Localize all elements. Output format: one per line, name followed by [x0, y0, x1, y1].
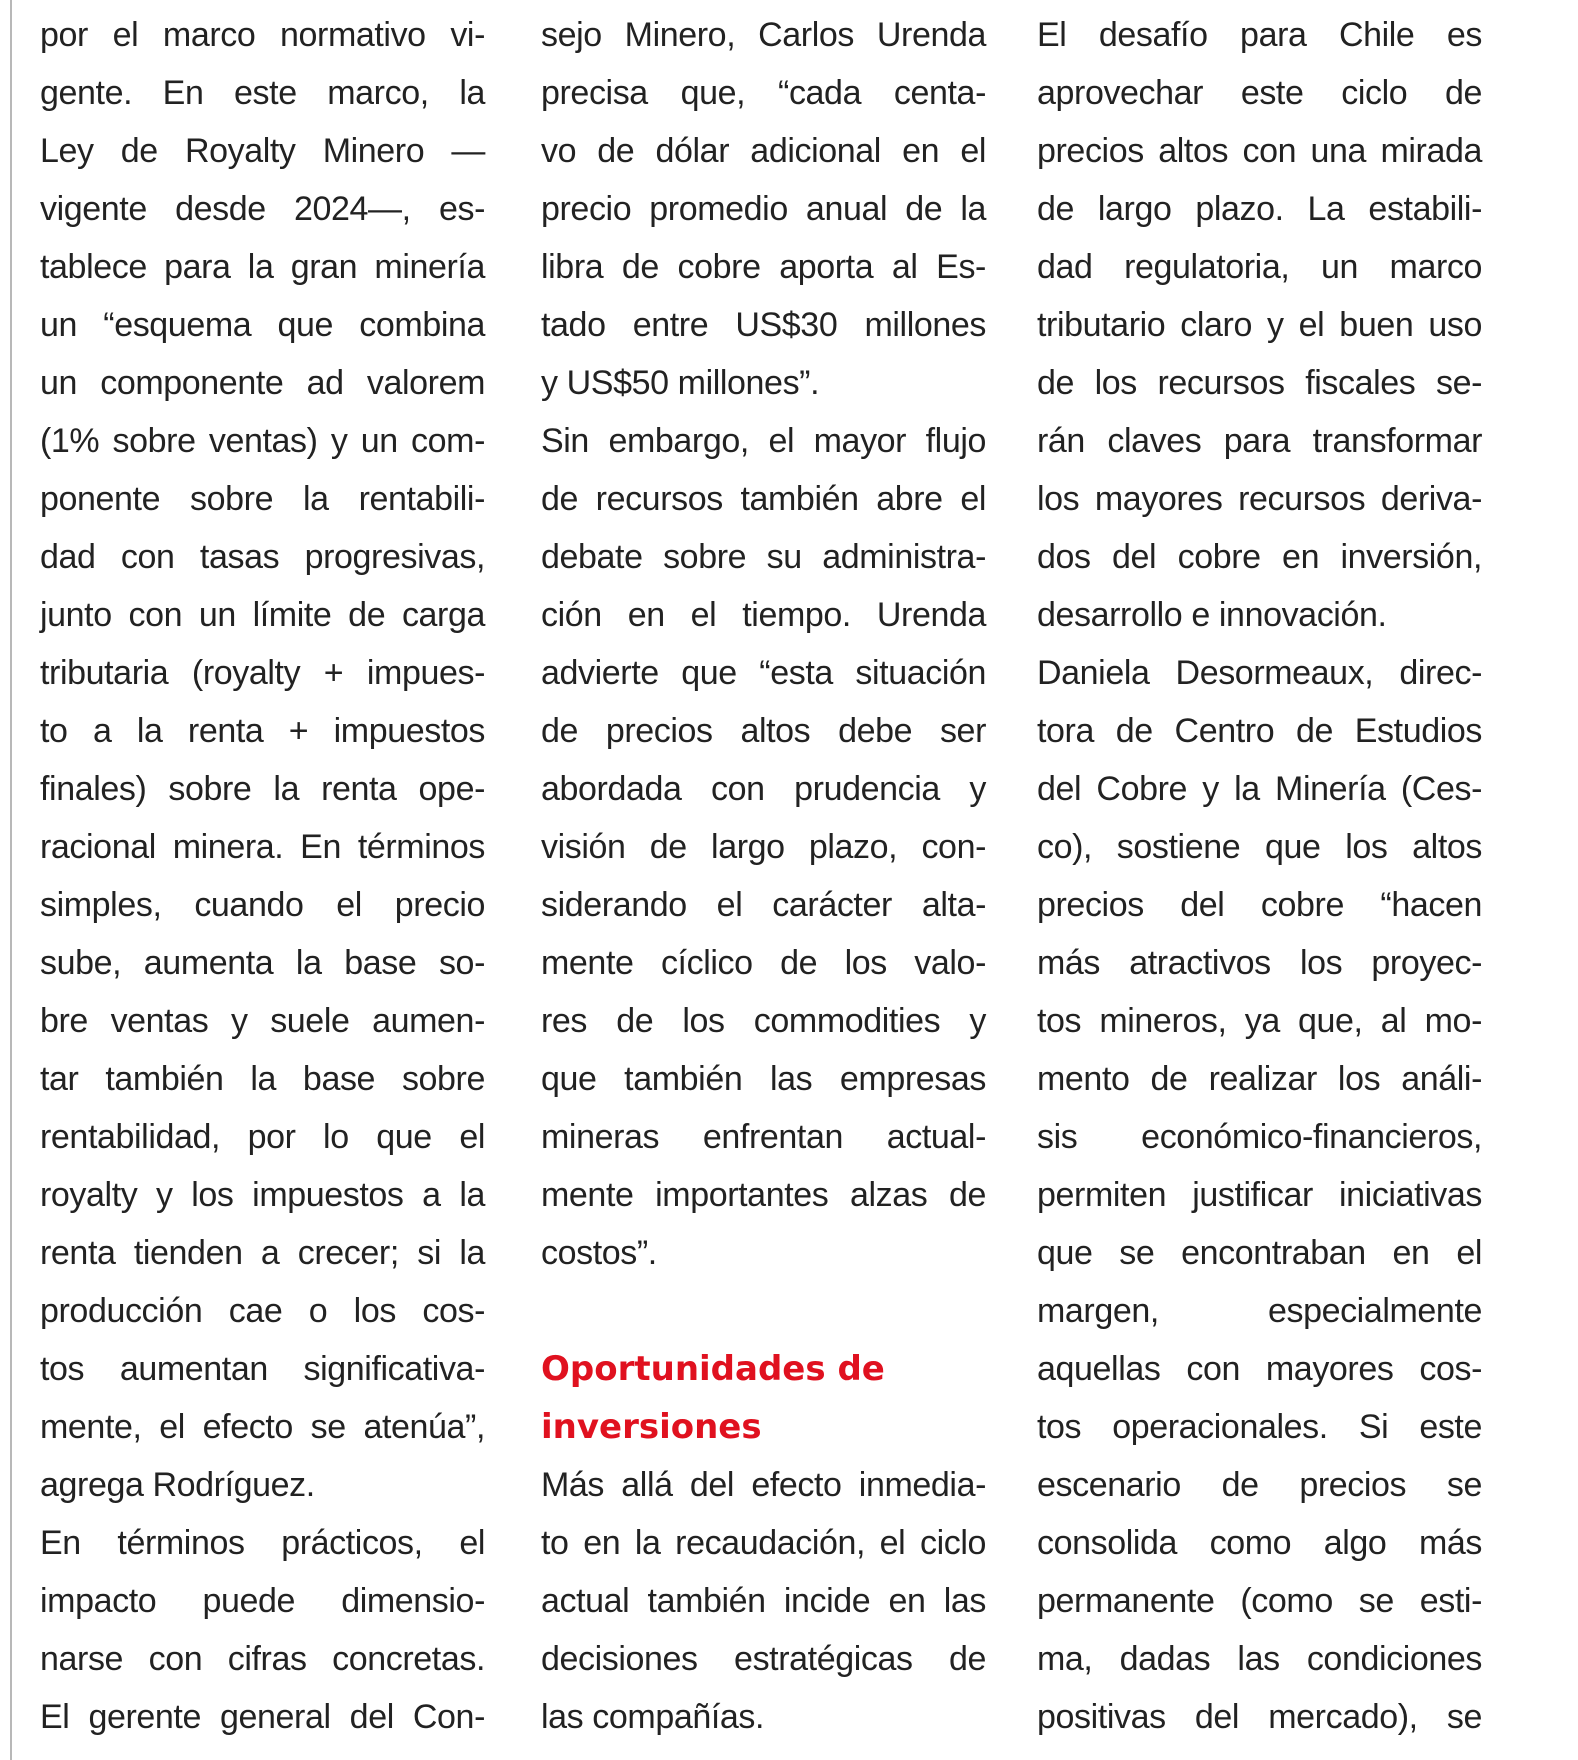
text-line: tablece para la gran minería: [40, 248, 485, 286]
text-line: co), sostiene que los altos: [1037, 828, 1482, 866]
text-line: precisa que, “cada centa-: [541, 74, 986, 112]
text-line: dad con tasas progresivas,: [40, 538, 485, 576]
text-line: Sin embargo, el mayor flujo: [541, 422, 986, 460]
section-heading-line: inversiones: [541, 1407, 762, 1447]
text-line: vo de dólar adicional en el: [541, 132, 986, 170]
text-line: un componente ad valorem: [40, 364, 485, 402]
article-column-2: [541, 6, 986, 1746]
text-line: royalty y los impuestos a la: [40, 1176, 485, 1214]
text-line: tributario claro y el buen uso: [1037, 306, 1482, 344]
section-heading-line: Oportunidades de: [541, 1349, 885, 1389]
text-line: permiten justificar iniciativas: [1037, 1176, 1482, 1214]
text-line: El desafío para Chile es: [1037, 16, 1482, 54]
text-line: por el marco normativo vi-: [40, 16, 485, 54]
text-line: Ley de Royalty Minero —: [40, 132, 485, 170]
text-line: libra de cobre aporta al Es-: [541, 248, 986, 286]
text-line: producción cae o los cos-: [40, 1292, 485, 1330]
text-line: tos operacionales. Si este: [1037, 1408, 1482, 1446]
text-line: escenario de precios se: [1037, 1466, 1482, 1504]
text-line: dad regulatoria, un marco: [1037, 248, 1482, 286]
text-line: desarrollo e innovación.: [1037, 596, 1387, 634]
text-line: precios altos con una mirada: [1037, 132, 1482, 170]
text-line: advierte que “esta situación: [541, 654, 986, 692]
text-line: de precios altos debe ser: [541, 712, 986, 750]
text-line: mento de realizar los análi-: [1037, 1060, 1482, 1098]
text-line: y US$50 millones”.: [541, 364, 820, 402]
text-line: finales) sobre la renta ope-: [40, 770, 485, 808]
text-line: Más allá del efecto inmedia-: [541, 1466, 986, 1504]
text-line: agrega Rodríguez.: [40, 1466, 315, 1504]
text-line: abordada con prudencia y: [541, 770, 986, 808]
text-line: Daniela Desormeaux, direc-: [1037, 654, 1482, 692]
text-line: (1% sobre ventas) y un com-: [40, 422, 485, 460]
text-line: tos aumentan significativa-: [40, 1350, 485, 1388]
text-line: de los recursos fiscales se-: [1037, 364, 1482, 402]
text-line: renta tienden a crecer; si la: [40, 1234, 485, 1272]
text-line: las compañías.: [541, 1698, 765, 1736]
margin-rule: [10, 0, 12, 1760]
text-line: siderando el carácter alta-: [541, 886, 986, 924]
section-spacer: [541, 1282, 986, 1340]
text-line: costos”.: [541, 1234, 657, 1272]
text-line: simples, cuando el precio: [40, 886, 485, 924]
text-line: racional minera. En términos: [40, 828, 485, 866]
text-line: precio promedio anual de la: [541, 190, 986, 228]
text-line: sis económico-financieros,: [1037, 1118, 1482, 1156]
text-line: El gerente general del Con-: [40, 1698, 485, 1736]
text-line: un “esquema que combina: [40, 306, 485, 344]
text-line: mente cíclico de los valo-: [541, 944, 986, 982]
text-line: sube, aumenta la base so-: [40, 944, 485, 982]
text-line: los mayores recursos deriva-: [1037, 480, 1482, 518]
text-line: actual también incide en las: [541, 1582, 986, 1620]
text-line: decisiones estratégicas de: [541, 1640, 986, 1678]
text-line: bre ventas y suele aumen-: [40, 1002, 485, 1040]
text-line: más atractivos los proyec-: [1037, 944, 1482, 982]
text-line: En términos prácticos, el: [40, 1524, 485, 1562]
text-line: rán claves para transformar: [1037, 422, 1482, 460]
article-column-3: [1037, 6, 1482, 1746]
text-line: gente. En este marco, la: [40, 74, 485, 112]
text-line: mente, el efecto se atenúa”,: [40, 1408, 485, 1446]
text-line: del Cobre y la Minería (Ces-: [1037, 770, 1482, 808]
text-line: de largo plazo. La estabili-: [1037, 190, 1482, 228]
text-line: precios del cobre “hacen: [1037, 886, 1482, 924]
text-line: tora de Centro de Estudios: [1037, 712, 1482, 750]
text-line: tributaria (royalty + impues-: [40, 654, 485, 692]
text-line: res de los commodities y: [541, 1002, 986, 1040]
text-line: margen, especialmente: [1037, 1292, 1482, 1330]
text-line: mente importantes alzas de: [541, 1176, 986, 1214]
text-line: to en la recaudación, el ciclo: [541, 1524, 986, 1562]
text-line: que se encontraban en el: [1037, 1234, 1482, 1272]
text-line: visión de largo plazo, con-: [541, 828, 986, 866]
text-line: impacto puede dimensio-: [40, 1582, 485, 1620]
text-line: vigente desde 2024—, es-: [40, 190, 485, 228]
text-line: consolida como algo más: [1037, 1524, 1482, 1562]
text-line: ción en el tiempo. Urenda: [541, 596, 986, 634]
text-line: to a la renta + impuestos: [40, 712, 485, 750]
text-line: tos mineros, ya que, al mo-: [1037, 1002, 1482, 1040]
article-column-1: [40, 6, 485, 1746]
text-line: ponente sobre la rentabili-: [40, 480, 485, 518]
text-line: debate sobre su administra-: [541, 538, 986, 576]
text-line: tar también la base sobre: [40, 1060, 485, 1098]
text-line: rentabilidad, por lo que el: [40, 1118, 485, 1156]
text-line: mineras enfrentan actual-: [541, 1118, 986, 1156]
text-line: positivas del mercado), se: [1037, 1698, 1482, 1736]
text-line: aquellas con mayores cos-: [1037, 1350, 1482, 1388]
text-line: tado entre US$30 millones: [541, 306, 986, 344]
text-line: de recursos también abre el: [541, 480, 986, 518]
text-line: ma, dadas las condiciones: [1037, 1640, 1482, 1678]
text-line: aprovechar este ciclo de: [1037, 74, 1482, 112]
text-line: que también las empresas: [541, 1060, 986, 1098]
text-line: junto con un límite de carga: [40, 596, 485, 634]
text-line: narse con cifras concretas.: [40, 1640, 485, 1678]
text-line: dos del cobre en inversión,: [1037, 538, 1482, 576]
text-line: sejo Minero, Carlos Urenda: [541, 16, 986, 54]
text-line: permanente (como se esti-: [1037, 1582, 1482, 1620]
